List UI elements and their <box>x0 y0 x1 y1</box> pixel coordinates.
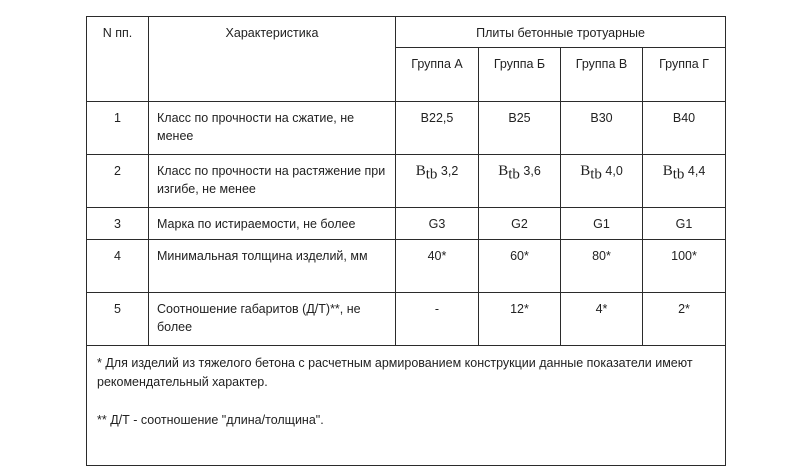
row-num: 5 <box>87 293 149 346</box>
strength-class-subscript: tb <box>590 166 602 183</box>
row-value <box>479 155 561 208</box>
header-group-v: Группа В <box>561 48 643 102</box>
row-value: B25 <box>479 102 561 155</box>
table-row <box>87 293 726 346</box>
strength-class-symbol: B <box>415 163 426 179</box>
row-name: Соотношение габаритов (Д/Т)**, не более <box>149 293 396 346</box>
strength-class-value: 4,4 <box>687 164 706 178</box>
header-group-title: Плиты бетонные тротуарные <box>396 17 726 48</box>
row-value: 40* <box>396 240 479 293</box>
row-value: G1 <box>561 208 643 240</box>
header-num: N пп. <box>87 17 149 102</box>
strength-class-symbol: B <box>498 163 509 179</box>
footnotes <box>87 346 726 466</box>
header-characteristic: Характеристика <box>149 17 396 102</box>
header-group-g: Группа Г <box>643 48 726 102</box>
strength-class-value: 4,0 <box>605 164 623 178</box>
row-value: G3 <box>396 208 479 240</box>
strength-class-subscript: tb <box>508 166 520 183</box>
strength-class-symbol: B <box>662 163 673 179</box>
row-value: 80* <box>561 240 643 293</box>
row-value: - <box>396 293 479 346</box>
row-value: G2 <box>479 208 561 240</box>
row-num: 2 <box>87 155 149 208</box>
table-row <box>87 208 726 240</box>
row-name: Минимальная толщина изделий, мм <box>149 240 396 293</box>
row-name: Класс по прочности на сжатие, не менее <box>149 102 396 155</box>
header-group-b: Группа Б <box>479 48 561 102</box>
strength-class-value: 3,6 <box>523 164 541 178</box>
row-name: Марка по истираемости, не более <box>149 208 396 240</box>
strength-class-value: 3,2 <box>440 164 459 178</box>
row-num: 4 <box>87 240 149 293</box>
table-row <box>87 155 726 208</box>
row-value: G1 <box>643 208 726 240</box>
footnote: ** Д/Т - соотношение "длина/толщина". <box>97 413 324 427</box>
row-value: 2* <box>643 293 726 346</box>
table-row <box>87 102 726 155</box>
row-value <box>561 155 643 208</box>
row-num: 1 <box>87 102 149 155</box>
row-value: 4* <box>561 293 643 346</box>
footnote: * Для изделий из тяжелого бетона с расчетным армированием конструкции данные показатели имеют рекомендательный характер. <box>97 356 693 389</box>
row-value: B30 <box>561 102 643 155</box>
table-row <box>87 240 726 293</box>
row-value: B40 <box>643 102 726 155</box>
strength-class-subscript: tb <box>425 166 438 183</box>
row-value: B22,5 <box>396 102 479 155</box>
row-num: 3 <box>87 208 149 240</box>
strength-class-symbol: B <box>580 163 591 179</box>
row-value: 100* <box>643 240 726 293</box>
spec-table <box>86 16 726 466</box>
strength-class-subscript: tb <box>672 166 685 183</box>
row-value <box>643 155 726 208</box>
row-value: 60* <box>479 240 561 293</box>
row-name: Класс по прочности на растяжение при изгибе, не менее <box>149 155 396 208</box>
header-group-a: Группа А <box>396 48 479 102</box>
row-value: 12* <box>479 293 561 346</box>
row-value <box>396 155 479 208</box>
